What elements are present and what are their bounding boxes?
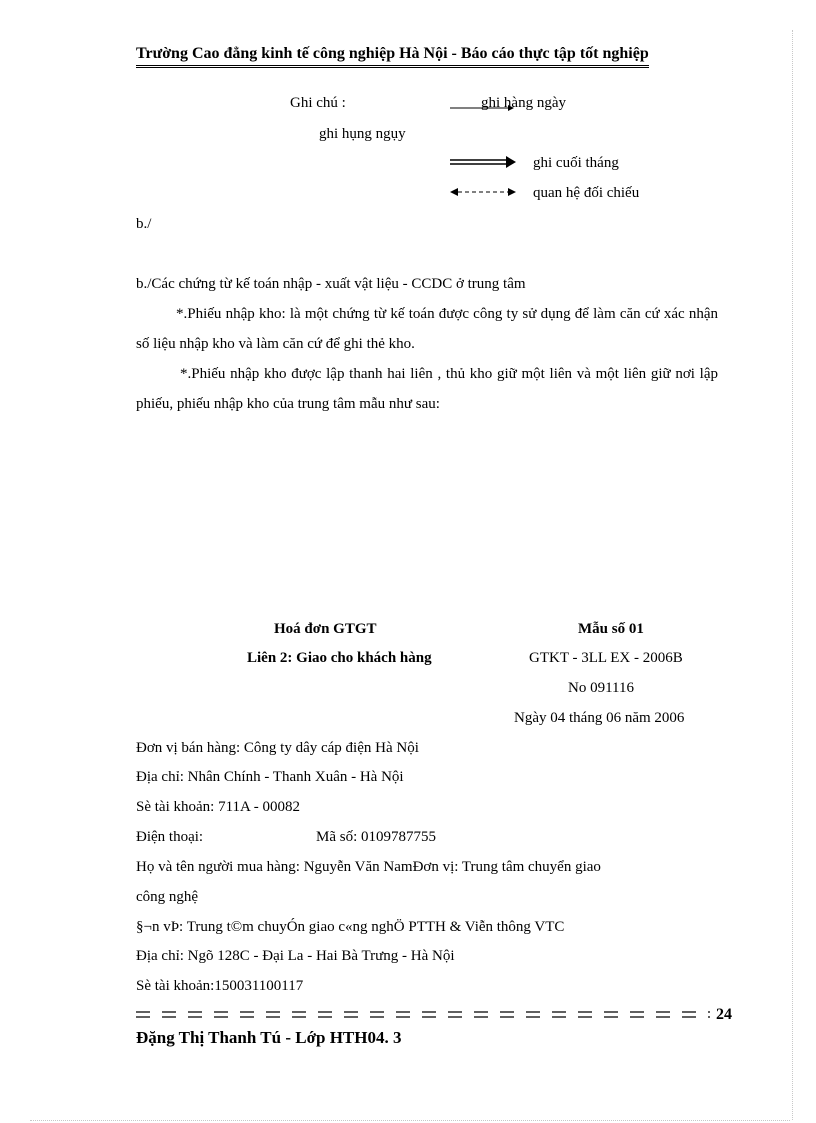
legend-daily: ghi hàng ngày [481, 95, 566, 111]
invoice-date: Ngày 04 tháng 06 năm 2006 [514, 710, 685, 726]
section-title: b./Các chứng từ kế toán nhập - xuất vật liệu - CCDC ở trung tâm [136, 276, 526, 292]
legend-month-end: ghi cuối tháng [533, 155, 619, 171]
buyer-unit: §¬n vÞ: Trung t©m chuyÓn giao c«ng nghÖ PTTH & Viễn thông VTC [136, 919, 565, 935]
buyer-line-2: công nghệ [136, 889, 199, 905]
legend-reconcile: quan hệ đối chiếu [533, 185, 640, 201]
legend-label: Ghi chú : [290, 95, 346, 111]
tax-code: Mã số: 0109787755 [316, 829, 436, 845]
legend-periodic: ghi hụng ngụy [319, 126, 406, 142]
b-short: b./ [136, 216, 152, 232]
buyer-address: Địa chỉ: Ngõ 128C - Đại La - Hai Bà Trưng - Hà Nội [136, 948, 455, 964]
invoice-form-no: Mẫu số 01 [578, 621, 644, 637]
paragraph-2: *.Phiếu nhập kho được lập thanh hai liên , thủ kho giữ một liên và một liên giữ nơi lập phiếu, phiếu nhập kho của trung tâm mẫu như sau: [136, 366, 718, 412]
seller: Đơn vị bán hàng: Công ty dây cáp điện Hà Nội [136, 740, 419, 756]
seller-account: Sè tài khoản: 711A - 00082 [136, 799, 301, 815]
page-border-bottom [30, 1120, 790, 1121]
footer-author: Đặng Thị Thanh Tú - Lớp HTH04. 3 [136, 1028, 402, 1047]
reconcile-arrow-icon [450, 187, 516, 197]
buyer-account: Sè tài khoản:150031100117 [136, 978, 304, 994]
buyer-line-1: Họ và tên người mua hàng: Nguyễn Văn NamĐơn vị: Trung tâm chuyển giao [136, 859, 601, 875]
phone-label: Điện thoại: [136, 829, 204, 845]
invoice-code: GTKT - 3LL EX - 2006B [529, 650, 683, 666]
seller-address: Địa chỉ: Nhân Chính - Thanh Xuân - Hà Nội [136, 769, 404, 785]
invoice-number: No 091116 [568, 680, 634, 696]
paragraph-1: *.Phiếu nhập kho: là một chứng từ kế toán được công ty sử dụng để làm căn cứ xác nhận số liệu nhập kho và làm căn cứ để ghi thẻ kho. [136, 306, 718, 352]
page-number: 24 [716, 1006, 732, 1023]
page-border-right [792, 30, 793, 1120]
footer-rule [136, 1010, 710, 1020]
page-header: Trường Cao đẳng kinh tế công nghiệp Hà Nội - Báo cáo thực tập tốt nghiệp [136, 44, 649, 68]
invoice-title: Hoá đơn GTGT [274, 621, 377, 637]
invoice-copy: Liên 2: Giao cho khách hàng [247, 650, 432, 666]
month-end-arrow-icon [450, 156, 516, 168]
